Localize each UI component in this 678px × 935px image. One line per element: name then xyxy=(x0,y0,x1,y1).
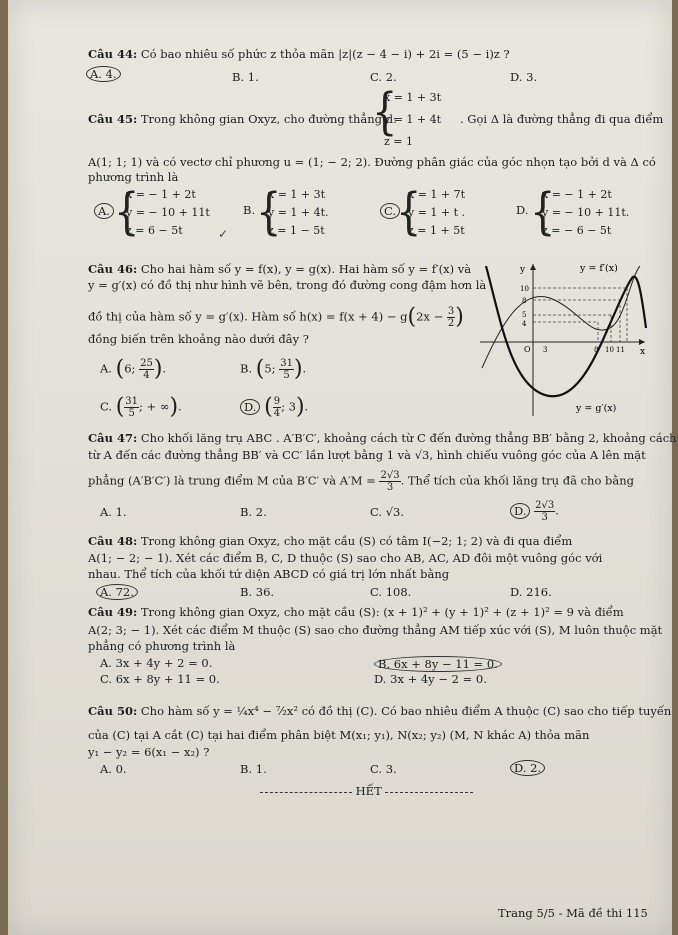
q45-a-brace: { xyxy=(114,183,140,241)
y-tick-10: 10 xyxy=(520,285,529,293)
q45-a-line-x: x = − 1 + 2t xyxy=(126,188,196,201)
q48-line1-text: Trong không gian Oxyz, cho mặt cầu (S) có tâm I(−2; 1; 2) và đi qua điểm xyxy=(140,534,573,548)
x-tick-11: 11 xyxy=(616,346,625,354)
q50-option-d[interactable] xyxy=(510,760,545,776)
q46-b-frac xyxy=(279,358,294,381)
q44-option-d[interactable]: D. 3. xyxy=(510,70,538,84)
q46-line3: đồ thị của hàm số y = g′(x). Hàm số h(x) = f(x + 4) − g(2x − $\frac{3}{2}$ ) xyxy=(88,304,464,330)
q46-a-pre: 6; xyxy=(124,361,136,376)
q45-c-line-z: z = 1 + 5t xyxy=(408,224,465,237)
q46-a-letter: A. xyxy=(100,361,112,376)
q45-b-line-z: z = 1 − 5t xyxy=(268,224,325,237)
q47-option-c[interactable]: C. √3. xyxy=(370,505,405,519)
q45-c-system xyxy=(408,187,465,239)
x-tick-10: 10 xyxy=(605,346,614,354)
q48-line3: nhau. Thể tích của khối tứ diện ABCD có giá trị lớn nhất bằng xyxy=(88,567,450,581)
q47-d-den: 3 xyxy=(541,512,548,523)
q46-d-num: 9 xyxy=(273,396,281,407)
q48-a-text: A. 72. xyxy=(96,584,138,600)
q49-line3: phẳng có phương trình là xyxy=(88,639,236,653)
q46-frac-den: 2 xyxy=(447,318,455,329)
q48-option-d[interactable]: D. 216. xyxy=(510,585,552,599)
q47-label: Câu 47: xyxy=(88,431,138,445)
q46-c-letter: C. xyxy=(100,399,113,414)
q45-c-line-y: y = 1 + t . xyxy=(408,206,466,219)
q45-doption-line-y: y = − 10 + 11t. xyxy=(542,206,630,219)
q45-doption-line-x: x = − 1 + 2t xyxy=(542,188,612,201)
x-axis-label: x xyxy=(640,347,646,357)
q46-option-a[interactable]: A. (6; $\frac{25}{4}$ ). xyxy=(100,356,167,382)
q47-d-frac xyxy=(534,500,555,523)
x-tick-3: 3 xyxy=(543,346,548,354)
q44-option-b[interactable]: B. 1. xyxy=(232,70,259,84)
q45-c-brace: { xyxy=(396,183,422,241)
q50-option-b[interactable]: B. 1. xyxy=(240,762,267,776)
q47-line1 xyxy=(88,431,677,445)
q46-option-b[interactable]: B. (5; $\frac{31}{5}$ ). xyxy=(240,356,307,382)
q45-doption-system xyxy=(542,187,629,239)
q46-b-num: 31 xyxy=(280,358,293,369)
q45-d-line-y: y = 1 + 4t xyxy=(384,113,442,126)
q47-frac-den: 3 xyxy=(386,482,394,493)
q48-label: Câu 48: xyxy=(88,534,138,548)
q44-option-c[interactable]: C. 2. xyxy=(370,70,397,84)
end-dash-right xyxy=(385,792,473,793)
q46-a-frac xyxy=(139,358,154,381)
q47-line3b: . Thể tích của khối lăng trụ đã cho bằng xyxy=(400,473,635,488)
q50-option-c[interactable]: C. 3. xyxy=(370,762,397,776)
q45-c-line-x: x = 1 + 7t xyxy=(408,188,466,201)
q47-line2: từ A đến các đường thẳng BB′ và CC′ lần lượt bằng 1 và √3, hình chiếu vuông góc của A lên mặt xyxy=(88,448,646,462)
q45-stem-1 xyxy=(88,112,397,126)
q45-d-brace: { xyxy=(372,83,398,141)
q50-d-text: D. 2. xyxy=(510,760,545,776)
q46-graph xyxy=(480,258,650,418)
q46-d-frac xyxy=(273,396,281,419)
end-dash-left xyxy=(260,792,352,793)
q50-line2: của (C) tại A cắt (C) tại hai điểm phân biệt M(x₁; y₁), N(x₂; y₂) (M, N khác A) thỏa mãn xyxy=(88,728,590,742)
q46-line1-text: Cho hai hàm số y = f(x), y = g(x). Hai hàm số y = f′(x) và xyxy=(140,262,472,276)
q45-d-option-brace: { xyxy=(530,183,556,241)
q46-line3a: đồ thị của hàm số y = g′(x). Hàm số h(x) = f(x + 4) − g xyxy=(88,309,408,324)
q45-a-line-y: y = − 10 + 11t xyxy=(126,206,210,219)
fprime-label: y = f′(x) xyxy=(580,263,618,274)
q46-d-den: 4 xyxy=(273,408,281,419)
q45-a-line-z: z = 6 − 5t xyxy=(126,224,183,237)
q46-frac-num: 3 xyxy=(447,306,455,317)
q50-line3: y₁ − y₂ = 6(x₁ − x₂) ? xyxy=(88,745,210,759)
q47-d-letter: D. xyxy=(510,503,530,519)
q46-c-num: 31 xyxy=(125,396,139,407)
q49-line1-text: Trong không gian Oxyz, cho mặt cầu (S): (x + 1)² + (y + 1)² + (z + 1)² = 9 và điểm xyxy=(140,605,624,619)
q45-d-system xyxy=(384,90,441,150)
q49-label: Câu 49: xyxy=(88,605,138,619)
q44-label: Câu 44: xyxy=(88,47,138,61)
q46-option-c[interactable]: C. ( $\frac{31}{5}$ ; + ∞). xyxy=(100,394,182,420)
gprime-curve xyxy=(486,266,646,396)
q47-line1-text: Cho khối lăng trụ ABC . A′B′C′, khoảng cách từ C đến đường thẳng BB′ bằng 2, khoảng cách xyxy=(140,431,677,445)
q46-line2: y = g′(x) có đồ thị như hình vẽ bên, trong đó đường cong đậm hơn là xyxy=(88,278,487,292)
q46-label: Câu 46: xyxy=(88,262,138,276)
q48-option-a[interactable] xyxy=(96,584,138,600)
q50-label: Câu 50: xyxy=(88,704,138,718)
q44-option-a[interactable] xyxy=(86,66,121,82)
q46-b-letter: B. xyxy=(240,361,253,376)
q46-b-den: 5 xyxy=(283,370,290,381)
q45-d-line-z: z = 1 xyxy=(384,135,414,148)
q49-option-c[interactable]: C. 6x + 8y + 11 = 0. xyxy=(100,672,220,686)
q49-line1 xyxy=(88,605,624,619)
end-text: HẾT xyxy=(355,784,382,798)
q45-text2: . Gọi Δ là đường thẳng đi qua điểm xyxy=(460,112,664,126)
q49-option-b[interactable] xyxy=(374,656,502,672)
q48-line2: A(1; − 2; − 1). Xét các điểm B, C, D thuộc (S) sao cho AB, AC, AD đôi một vuông góc với xyxy=(88,551,603,565)
q44-stem xyxy=(88,47,510,61)
q44-text: Có bao nhiêu số phức z thỏa mãn |z|(z − 4 − i) + 2i = (5 − i)z ? xyxy=(140,47,510,61)
q45-d-line-x: x = 1 + 3t xyxy=(384,91,442,104)
q46-b-pre: 5; xyxy=(264,361,276,376)
check-mark-icon: ✓ xyxy=(218,227,229,241)
q45-option-a-letter: A. xyxy=(94,203,114,219)
q46-line1 xyxy=(88,262,471,276)
q46-c-den: 5 xyxy=(128,408,135,419)
y-tick-8: 8 xyxy=(522,297,527,305)
q46-fraction xyxy=(447,306,455,329)
q47-option-b[interactable]: B. 2. xyxy=(240,505,267,519)
q45-label: Câu 45: xyxy=(88,112,138,126)
q47-d-num: 2√3 xyxy=(535,500,555,511)
q45-text3: A(1; 1; 1) và có vectơ chỉ phương u = (1; − 2; 2). Đường phân giác của góc nhọn tạo bởi d và Δ có xyxy=(88,155,656,169)
q50-option-a[interactable]: A. 0. xyxy=(100,762,127,776)
q46-line4: đồng biến trên khoảng nào dưới đây ? xyxy=(88,332,309,346)
q45-text4: phương trình là xyxy=(88,170,179,184)
q45-doption-line-z: z = − 6 − 5t xyxy=(542,224,612,237)
q49-line2: A(2; 3; − 1). Xét các điểm M thuộc (S) sao cho đường thẳng AM tiếp xúc với (S), M luôn thuộc mặt xyxy=(88,623,663,637)
y-axis-arrow-icon xyxy=(530,264,536,270)
q47-frac xyxy=(379,470,400,493)
q47-option-a[interactable]: A. 1. xyxy=(100,505,127,519)
q46-d-letter: D. xyxy=(240,399,260,415)
q46-option-d[interactable]: D. ( $\frac{9}{4}$ ; 3). xyxy=(240,396,308,419)
q46-c-frac xyxy=(124,396,139,419)
exam-page xyxy=(8,0,677,935)
q46-a-den: 4 xyxy=(143,370,150,381)
q49-b-text: B. 6x + 8y − 11 = 0. xyxy=(374,656,502,672)
x-tick-8: 8 xyxy=(594,346,599,354)
q46-line3b: 2x − xyxy=(416,309,444,324)
origin-label: O xyxy=(524,345,531,354)
y-tick-5: 5 xyxy=(522,311,527,319)
q49-option-d[interactable]: D. 3x + 4y − 2 = 0. xyxy=(374,672,487,686)
q45-b-brace: { xyxy=(256,183,282,241)
q45-b-system xyxy=(268,187,329,239)
q47-line3a: phẳng (A′B′C′) là trung điểm M của B′C′ và A′M = xyxy=(88,473,376,488)
q49-option-a[interactable]: A. 3x + 4y + 2 = 0. xyxy=(100,656,213,670)
q46-c-post: ; + ∞ xyxy=(139,399,170,414)
q44-option-a-text: A. 4. xyxy=(86,66,121,82)
q45-text1: Trong không gian Oxyz, cho đường thẳng d: xyxy=(140,112,397,126)
gprime-label: y = g′(x) xyxy=(576,403,617,414)
q48-option-c[interactable]: C. 108. xyxy=(370,585,412,599)
q47-line3 xyxy=(88,470,634,493)
q45-a-system xyxy=(126,187,210,239)
q46-a-num: 25 xyxy=(140,358,153,369)
q45-option-a[interactable] xyxy=(94,203,114,219)
q48-line1 xyxy=(88,534,572,548)
q45-option-c-letter: C. xyxy=(380,203,400,219)
q47-option-d[interactable]: D. $\frac{2√3}{3}$ . xyxy=(510,500,559,523)
q45-b-line-x: x = 1 + 3t xyxy=(268,188,326,201)
q48-option-b[interactable]: B. 36. xyxy=(240,585,275,599)
q50-line1-text: Cho hàm số y = ¼x⁴ − ⁷⁄₂x² có đồ thị (C). Có bao nhiêu điểm A thuộc (C) sao cho tiếp tuyến xyxy=(140,704,672,718)
q45-option-d[interactable]: D. xyxy=(516,203,529,217)
x-axis-arrow-icon xyxy=(639,339,645,345)
q50-line1 xyxy=(88,704,671,718)
q47-frac-num: 2√3 xyxy=(380,470,400,481)
y-tick-4: 4 xyxy=(522,320,527,328)
q45-option-b[interactable]: B. xyxy=(243,203,256,217)
q45-b-line-y: y = 1 + 4t. xyxy=(268,206,329,219)
end-marker xyxy=(260,784,473,798)
q46-d-post: ; 3 xyxy=(281,399,296,414)
page-footer: Trang 5/5 - Mã đề thi 115 xyxy=(498,906,648,920)
y-axis-label: y xyxy=(520,265,526,275)
